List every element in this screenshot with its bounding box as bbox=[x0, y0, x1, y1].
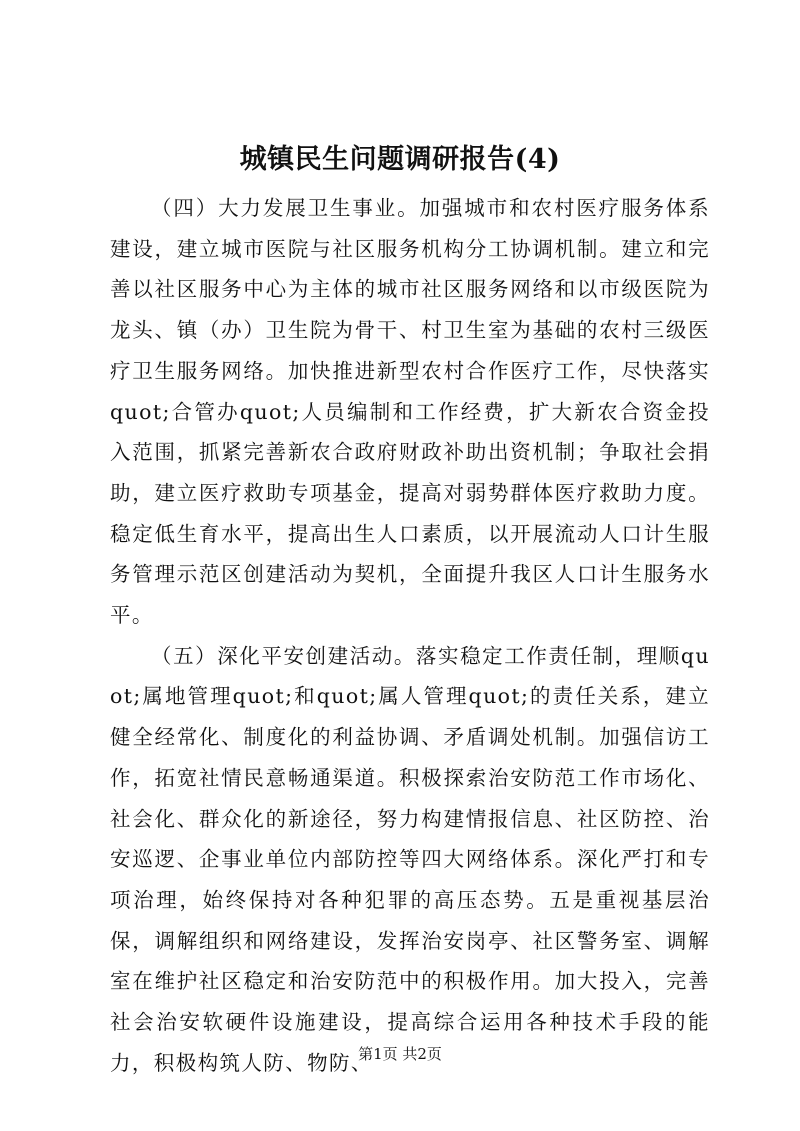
document-body bbox=[110, 188, 710, 1083]
paragraph-safety: （五）深化平安创建活动。落实稳定工作责任制，理顺quot;属地管理quot;和quot;属人管理quot;的责任关系，建立健全经常化、制度化的利益协调、矛盾调处机制。加强信访工作，拓宽社情民意畅通渠道。积极探索治安防范工作市场化、社会化、群众化的新途径，努力构建情报信息、社区防控、治安巡逻、企事业单位内部防控等四大网络体系。深化严打和专项治理，始终保持对各种犯罪的高压态势。五是重视基层治保，调解组织和网络建设，发挥治安岗亭、社区警务室、调解室在维护社区稳定和治安防范中的积极作用。加大投入，完善社会治安软硬件设施建设，提高综合运用各种技术手段的能力，积极构筑人防、物防、 bbox=[110, 643, 710, 1075]
page-title: 城镇民生问题调研报告(4) bbox=[239, 144, 561, 175]
paragraph-health: （四）大力发展卫生事业。加强城市和农村医疗服务体系建设，建立城市医院与社区服务机构分工协调机制。建立和完善以社区服务中心为主体的城市社区服务网络和以市级医院为龙头、镇（办）卫生院为骨干、村卫生室为基础的农村三级医疗卫生服务网络。加快推进新型农村合作医疗工作，尽快落实quot;合管办quot;人员编制和工作经费，扩大新农合资金投入范围，抓紧完善新农合政府财政补助出资机制；争取社会捐助，建立医疗救助专项基金，提高对弱势群体医疗救助力度。稳定低生育水平，提高出生人口素质，以开展流动人口计生服务管理示范区创建活动为契机，全面提升我区人口计生服务水平。 bbox=[110, 196, 710, 628]
page-footer: 第1页 共2页 bbox=[358, 1045, 442, 1063]
